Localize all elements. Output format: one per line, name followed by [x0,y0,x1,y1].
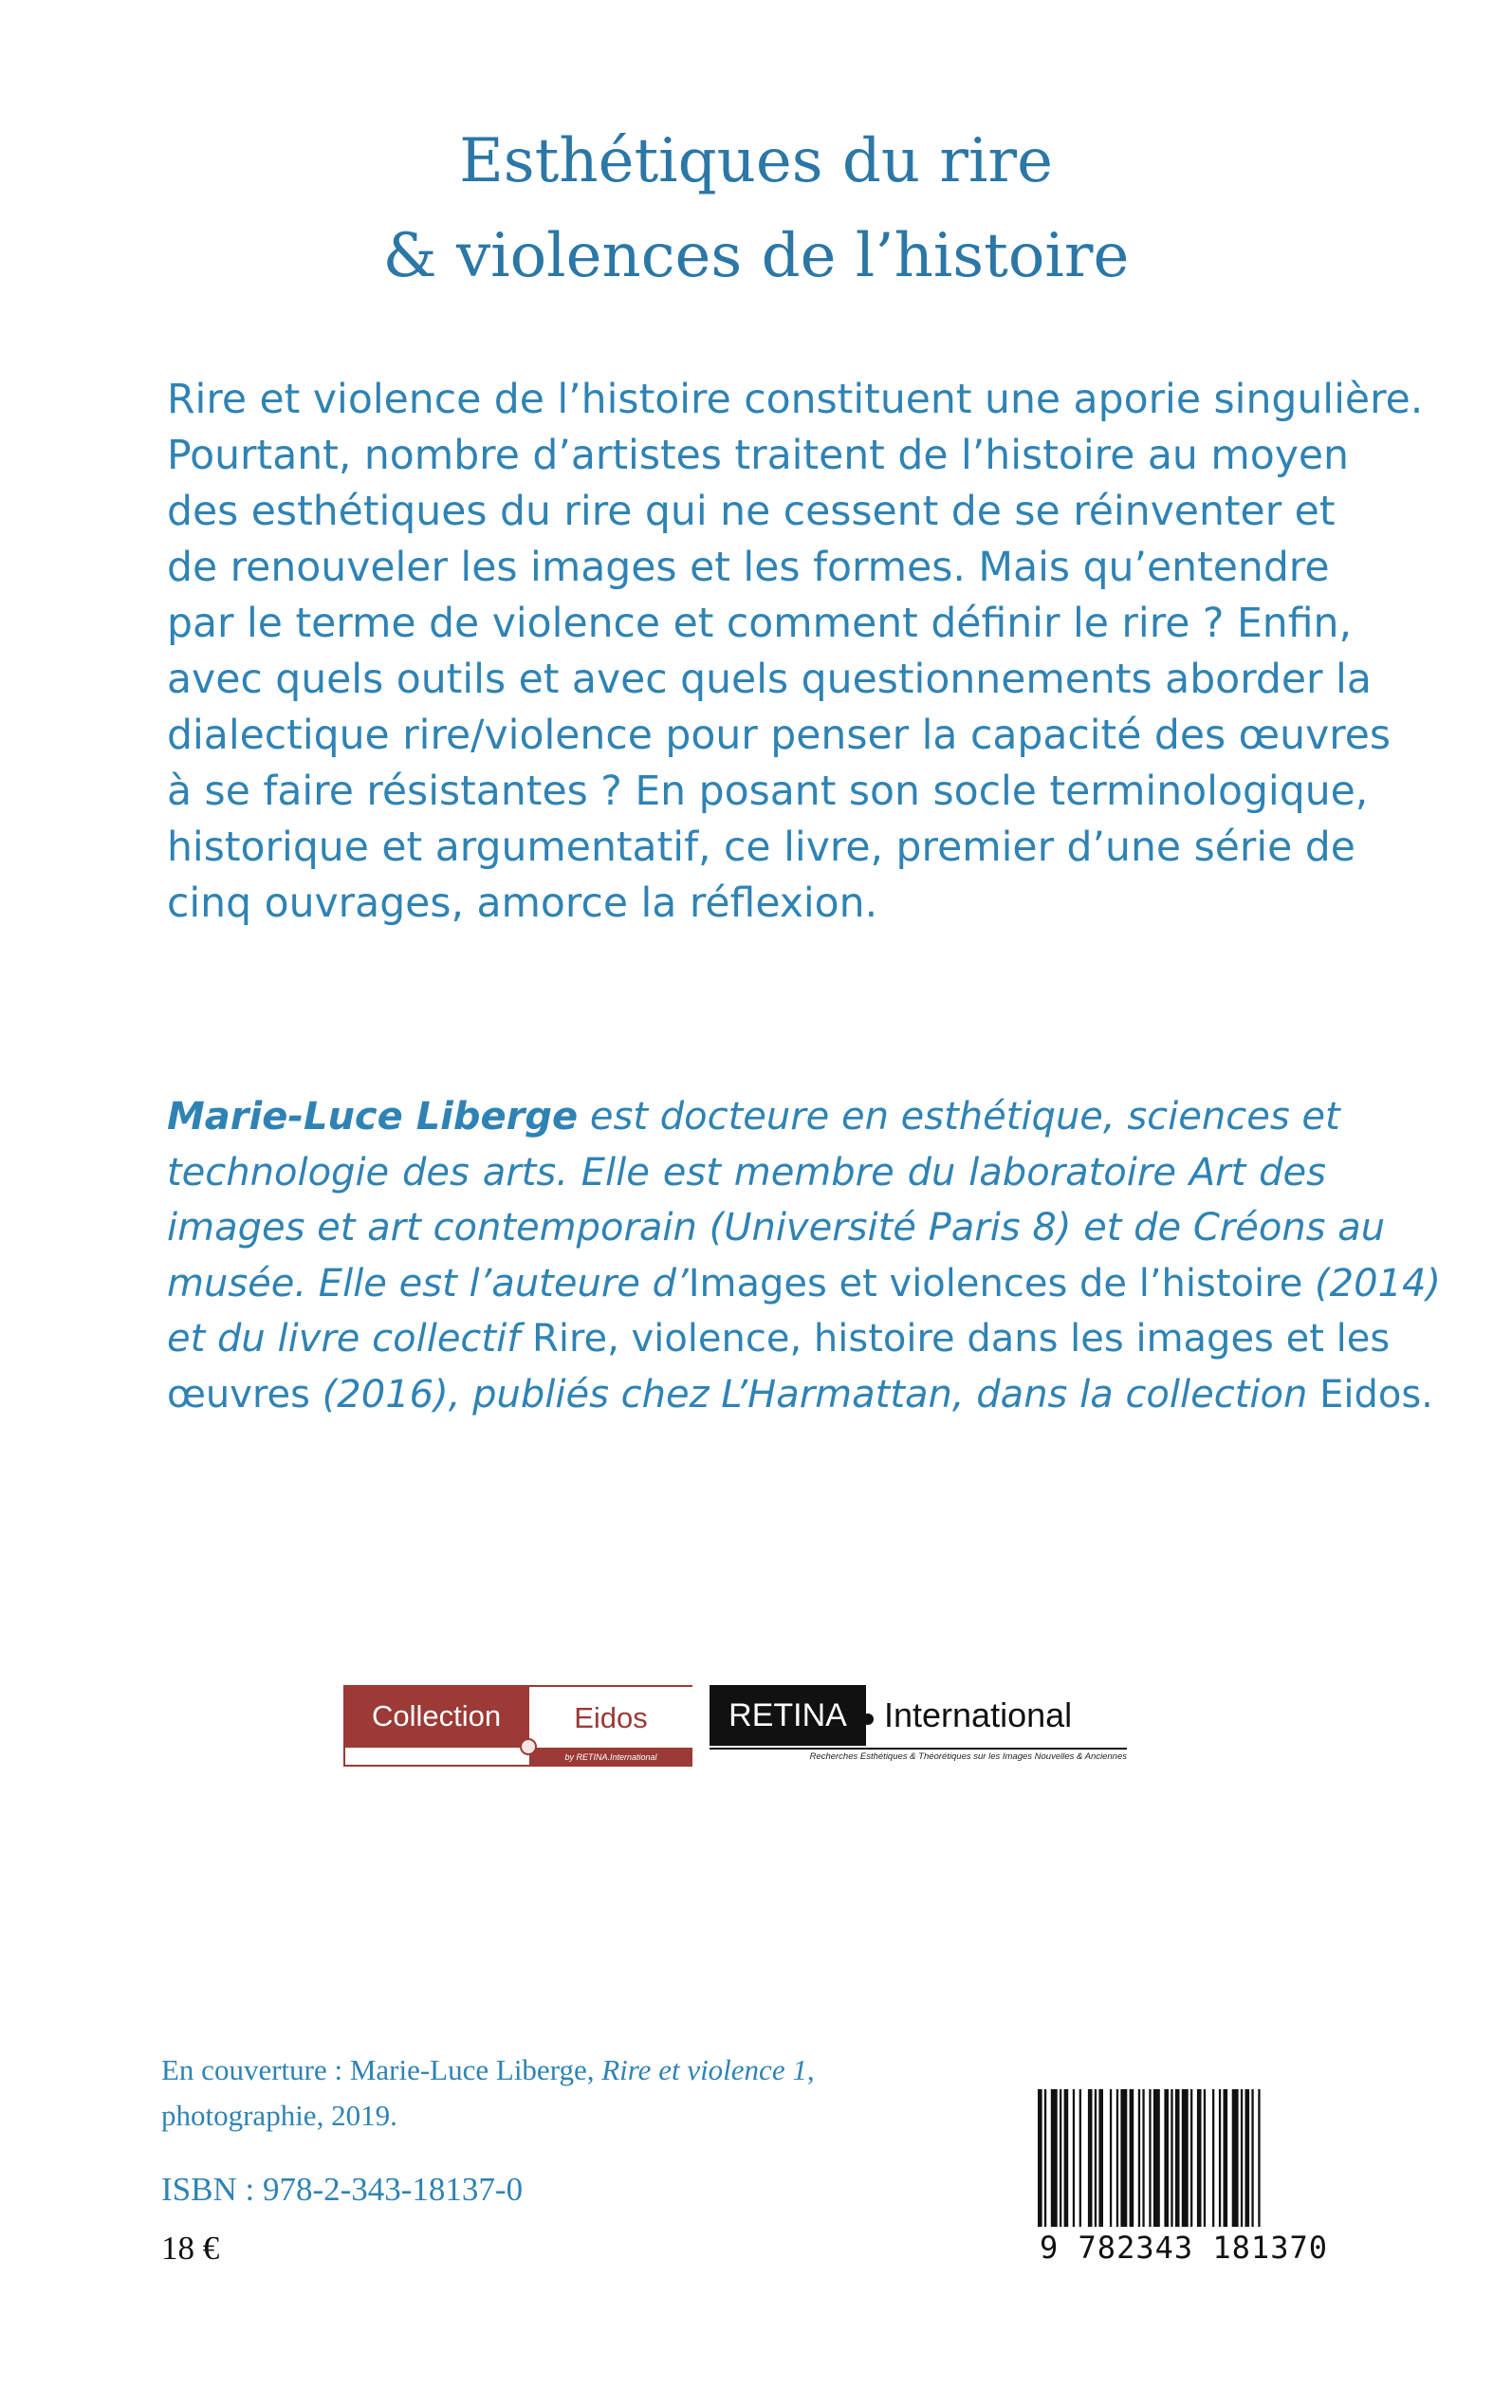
bio-line: et du livre collectif Rire, violence, histoire dans les images et les [167,1317,1391,1361]
barcode-bar [1204,2089,1206,2227]
barcode-bar [1051,2089,1058,2227]
international-label: International [884,1695,1073,1734]
barcode-bar [1224,2089,1228,2227]
barcode-bar [1241,2089,1243,2227]
barcode-bar [1171,2089,1172,2227]
barcode-bar [1044,2089,1046,2227]
barcode-bar [1060,2089,1061,2227]
barcode-bar [1073,2089,1075,2227]
bio-line: œuvres (2016), publiés chez L’Harmattan, dans la collection Eidos. [167,1372,1433,1417]
barcode-bar [1153,2089,1160,2227]
summary-line: par le terme de violence et comment définir le rire ? Enfin, [167,601,1352,647]
barcode-bar [1182,2089,1189,2227]
retina-divider [710,1748,1127,1750]
retina-dot-icon [862,1713,874,1725]
bio-line: images et art contemporain (Université Paris 8) et de Créons au [167,1206,1386,1250]
barcode-bar [1212,2089,1214,2227]
barcode-bar [1088,2089,1093,2227]
summary-line: avec quels outils et avec quels questionnements aborder la [167,657,1372,703]
credit-line-1: En couverture : Marie-Luce Liberge, Rire et violence 1, [161,2053,815,2086]
bio-line: technologie des arts. Elle est membre du laboratoire Art des [167,1150,1326,1195]
collection-name: Eidos [1319,1372,1422,1417]
barcode-bar [1079,2089,1081,2227]
summary-paragraph [167,372,1424,932]
summary-line: cinq ouvrages, amorce la réflexion. [167,880,878,927]
barcode-bar [1175,2089,1180,2227]
barcode-bar [1110,2089,1112,2227]
cover-work-title: Rire et violence 1 [601,2053,807,2086]
eidos-dot-icon [520,1738,537,1755]
title-line-1: Esthétiques du rire [459,126,1053,196]
bio-line: musée. Elle est l’auteure d’Images et violences de l’histoire (2014) [167,1261,1442,1306]
isbn-text: ISBN : 978-2-343-18137-0 [161,2171,524,2208]
retina-tagline: Recherches Esthétiques & Théorétiques sur les Images Nouvelles & Anciennes [809,1751,1127,1762]
barcode-bar [1120,2089,1127,2227]
credit-line-2: photographie, 2019. [161,2099,397,2132]
retina-label: RETINA [710,1685,866,1746]
barcode-bar [1149,2089,1151,2227]
barcode-bar [1095,2089,1097,2227]
summary-line: Rire et violence de l’histoire constituent une aporie singulière. [167,377,1424,423]
author-bio [167,1089,1442,1422]
barcode-digits: 9 782343 181370 [1040,2230,1328,2266]
barcode-bar [1130,2089,1134,2227]
barcode-bar [1190,2089,1192,2227]
eidos-label: Eidos [529,1685,692,1748]
summary-line: à se faire résistantes ? En posant son socle terminologique, [167,769,1369,815]
price-text: 18 € [161,2230,220,2267]
barcode-bar [1038,2089,1042,2227]
barcode-bar [1098,2089,1103,2227]
barcode-bar [1164,2089,1169,2227]
summary-line: historique et argumentatif, ce livre, premier d’une série de [167,824,1355,871]
barcode-bar [1064,2089,1069,2227]
barcode-bar [1245,2089,1250,2227]
summary-line: Pourtant, nombre d’artistes traitent de l’histoire au moyen [167,433,1349,479]
barcode-bar [1116,2089,1118,2227]
summary-line: dialectique rire/violence pour penser la capacité des œuvres [167,713,1392,759]
barcode-bar [1232,2089,1239,2227]
collection-eidos-logo [343,1685,692,1767]
barcode-bar [1142,2089,1144,2227]
barcode-bar [1251,2089,1253,2227]
barcode-bar [1138,2089,1140,2227]
barcode-bar [1219,2089,1221,2227]
bio-line: Marie-Luce Liberge est docteure en esthétique, sciences et [167,1095,1340,1139]
cover-credit [161,2047,815,2139]
barcode [1032,2089,1336,2269]
book-title [0,114,1512,304]
book-title-1: Images et violences de l’histoire [688,1261,1303,1306]
collection-label: Collection [343,1685,529,1748]
book-title-2: Rire, violence, histoire dans les images et les [532,1317,1391,1361]
barcode-bar [1197,2089,1202,2227]
author-name: Marie-Luce Liberge [167,1095,579,1139]
summary-line: des esthétiques du rire qui ne cessent de se réinventer et [167,489,1336,535]
eidos-byline: by RETINA.International [529,1748,692,1767]
summary-line: de renouveler les images et les formes. Mais qu’entendre [167,545,1330,591]
barcode-bar [1258,2089,1260,2227]
retina-international-logo [710,1685,1127,1767]
title-line-2: & violences de l’histoire [382,221,1130,291]
